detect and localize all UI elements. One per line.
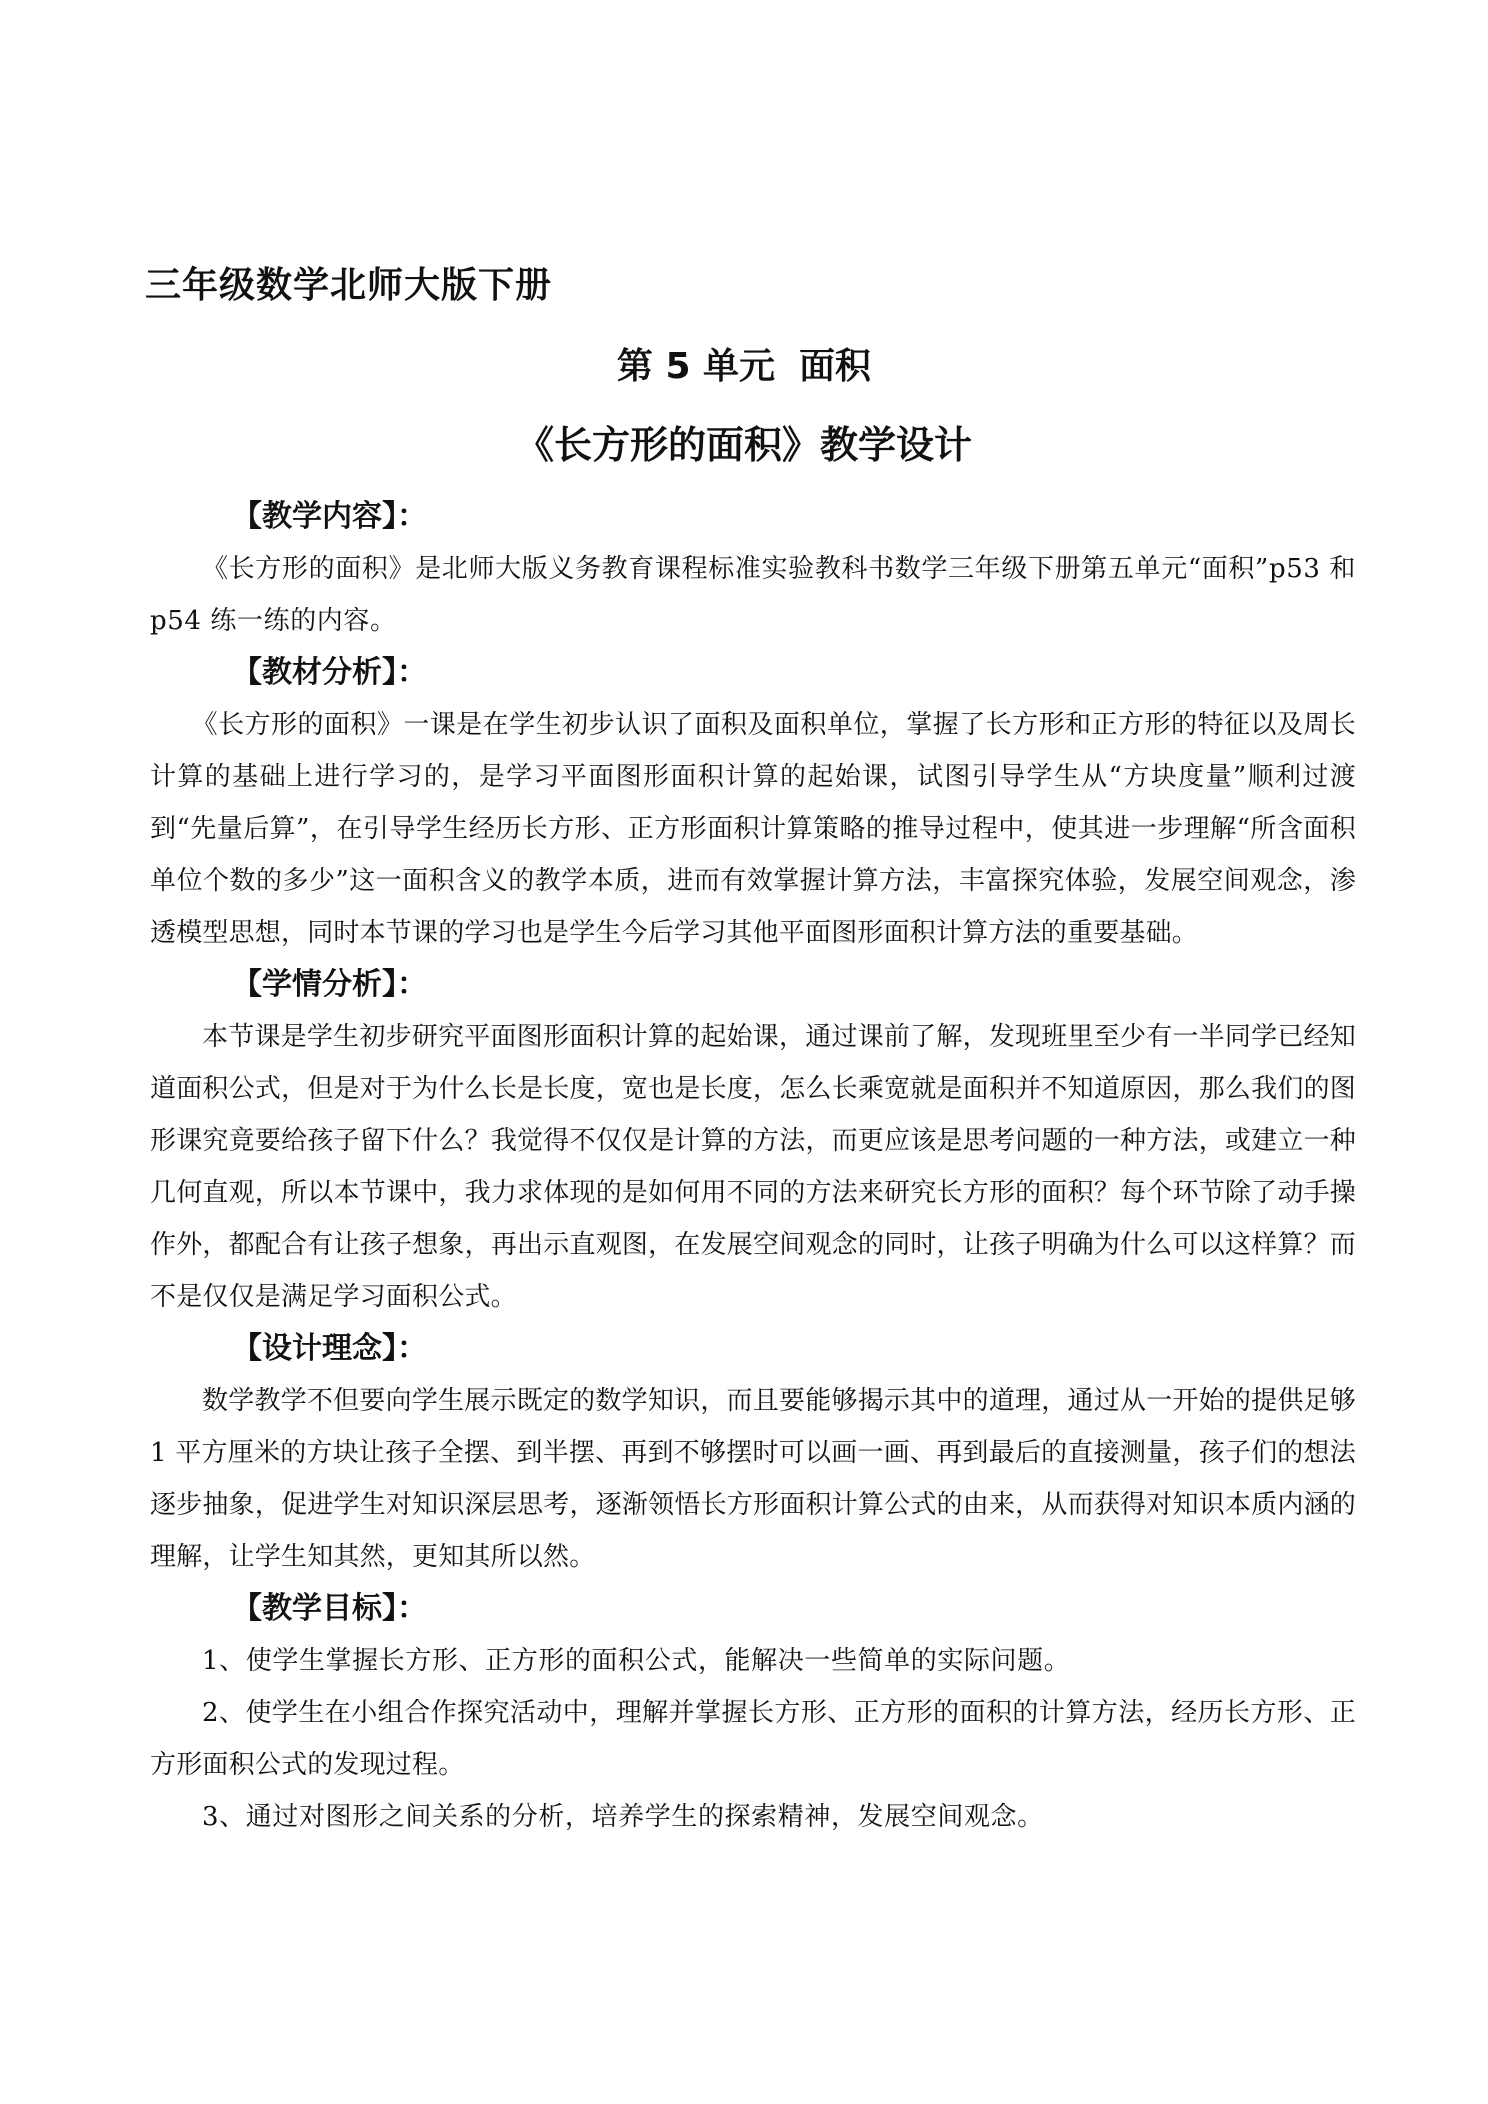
grade-title: 三年级数学北师大版下册 (145, 265, 553, 306)
section-paragraph: 数学教学不但要向学生展示既定的数学知识，而且要能够揭示其中的道理，通过从一开始的提供足够 1 平方厘米的方块让孩子全摆、到半摆、再到不够摆时可以画一画、再到最后的直接测量，孩子们的想法逐步抽象，促进学生对知识深层思考，逐渐领悟长方形面积计算公式的由来，从而获得对知识本质内涵的理解，让学生知其然，更知其所以然。 (150, 1386, 1356, 1572)
lesson-title: 《长方形的面积》教学设计 (515, 423, 972, 467)
section-heading: 【学情分析】： (232, 967, 427, 1002)
objective-item: 1、使学生掌握长方形、正方形的面积公式，能解决一些简单的实际问题。 (202, 1646, 1071, 1676)
section-heading: 【设计理念】： (232, 1331, 427, 1366)
section-paragraph: 本节课是学生初步研究平面图形面积计算的起始课，通过课前了解，发现班里至少有一半同学已经知道面积公式，但是对于为什么长是长度，宽也是长度，怎么长乘宽就是面积并不知道原因，那么我们的图形课究竟要给孩子留下什么？我觉得不仅仅是计算的方法，而更应该是思考问题的一种方法，或建立一种几何直观，所以本节课中，我力求体现的是如何用不同的方法来研究长方形的面积？每个环节除了动手操作外，都配合有让孩子想象，再出示直观图，在发展空间观念的同时，让孩子明确为什么可以这样算？而不是仅仅是满足学习面积公式。 (150, 1022, 1356, 1312)
objective-item: 3、通过对图形之间关系的分析，培养学生的探索精神，发展空间观念。 (202, 1802, 1044, 1832)
section-student-analysis (150, 959, 1356, 1323)
section-paragraph: 《长方形的面积》是北师大版义务教育课程标准实验教科书数学三年级下册第五单元“面积”p53 和 p54 练一练的内容。 (150, 554, 1356, 636)
objective-item: 2、使学生在小组合作探究活动中，理解并掌握长方形、正方形的面积的计算方法，经历长方形、正方形面积公式的发现过程。 (150, 1698, 1356, 1780)
section-design-concept (150, 1323, 1356, 1583)
unit-name: 面积 (799, 346, 872, 387)
section-heading: 【教学内容】： (232, 499, 427, 534)
unit-number: 第 5 单元 (616, 346, 776, 387)
section-paragraph: 《长方形的面积》一课是在学生初步认识了面积及面积单位，掌握了长方形和正方形的特征以及周长计算的基础上进行学习的，是学习平面图形面积计算的起始课，试图引导学生从“方块度量”顺利过渡到“先量后算”，在引导学生经历长方形、正方形面积计算策略的推导过程中，使其进一步理解“所含面积单位个数的多少”这一面积含义的教学本质，进而有效掌握计算方法，丰富探究体验，发展空间观念，渗透模型思想，同时本节课的学习也是学生今后学习其他平面图形面积计算方法的重要基础。 (150, 710, 1356, 948)
section-heading: 【教学目标】： (232, 1591, 427, 1626)
section-textbook-analysis (150, 647, 1356, 959)
section-teaching-content (150, 491, 1356, 647)
document-body (150, 491, 1356, 1843)
section-heading: 【教材分析】： (232, 655, 427, 690)
section-teaching-objectives (150, 1583, 1356, 1843)
unit-title (0, 343, 1488, 391)
